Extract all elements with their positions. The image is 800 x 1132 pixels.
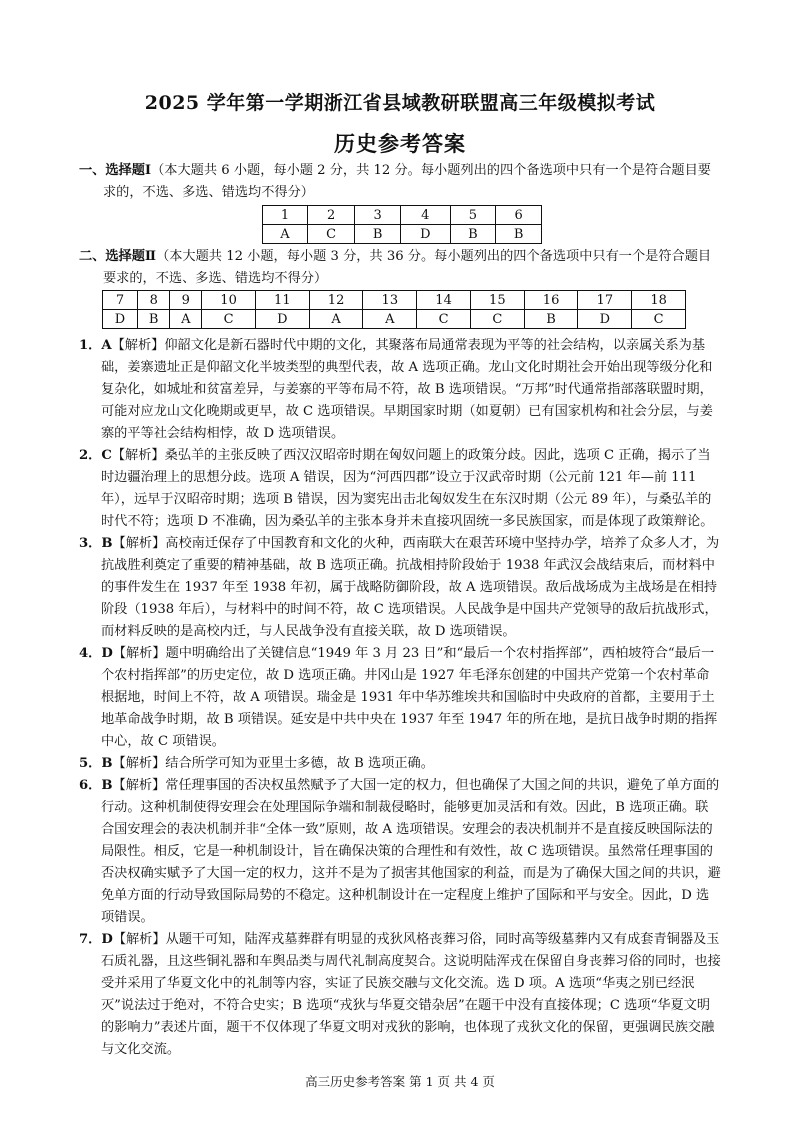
answer-cell: A bbox=[263, 225, 308, 244]
explanation-item bbox=[79, 753, 721, 775]
question-number-cell: 1 bbox=[263, 206, 308, 225]
answer-cell: B bbox=[450, 225, 496, 244]
answer-cell: C bbox=[202, 310, 256, 329]
answer-cell: B bbox=[355, 225, 401, 244]
section-2-label: 二、选择题Ⅱ bbox=[79, 249, 157, 264]
question-number-cell: 7 bbox=[103, 291, 138, 310]
page-footer: 高三历史参考答案 第 1 页 共 4 页 bbox=[305, 1074, 495, 1089]
table-row-answers bbox=[263, 225, 542, 244]
explanation-list bbox=[79, 335, 721, 1061]
explanation-answer: B bbox=[101, 778, 113, 793]
answer-cell: C bbox=[307, 225, 354, 244]
answer-cell: D bbox=[401, 225, 450, 244]
explanation-text: 桑弘羊的主张反映了西汉汉昭帝时期在匈奴问题上的政策分歧。因此，选项 C 正确，揭示了当时边疆治理上的思想分歧。选项 A 错误，因为“河西四郡”设立于汉武帝时期（公元前 121 年—前 111 年），远早于汉昭帝时期；选项 B 错误，因为窦宪出击北匈奴发生在东汉时期（公元 89 年），与桑弘羊的时代不符；选项 D 不准确，因为桑弘羊的主张本身并未直接巩固统一多民族国家，而是体现了政策辩论。 bbox=[101, 448, 714, 529]
table-row-answers bbox=[103, 310, 686, 329]
explanation-number: 7． bbox=[79, 932, 102, 947]
question-number-cell: 8 bbox=[138, 291, 170, 310]
answer-cell: D bbox=[255, 310, 309, 329]
section-1-header bbox=[79, 160, 719, 204]
answer-cell: B bbox=[524, 310, 578, 329]
answer-cell: B bbox=[496, 225, 542, 244]
question-number-cell: 4 bbox=[401, 206, 450, 225]
explanation-answer: B bbox=[101, 536, 113, 551]
explanation-number: 5． bbox=[79, 756, 102, 771]
explanation-answer: C bbox=[101, 448, 112, 463]
question-number-cell: 17 bbox=[578, 291, 632, 310]
explanation-tag: 【解析】 bbox=[112, 778, 166, 793]
explanation-number: 6． bbox=[79, 778, 102, 793]
explanation-tag: 【解析】 bbox=[112, 932, 166, 947]
explanation-item bbox=[79, 775, 721, 929]
explanation-item bbox=[79, 929, 721, 1061]
explanation-text: 题中明确给出了关键信息“1949 年 3 月 23 日”和“最后一个农村指挥部”，西柏坡符合“最后一个农村指挥部”的历史定位，故 D 选项正确。井冈山是 1927 年毛泽东创建的中国共产党第一个农村革命根据地，时间上不符，故 A 项错误。瑞金是 1931 年中华苏维埃共和国临时中央政府的首都，主要用于土地革命战争时期，故 B 项错误。延安是中共中央在 1937 年至 1947 年的所在地，是抗日战争时期的指挥中心，故 C 项错误。 bbox=[101, 646, 718, 749]
question-number-cell: 3 bbox=[355, 206, 401, 225]
question-number-cell: 5 bbox=[450, 206, 496, 225]
question-number-cell: 11 bbox=[255, 291, 309, 310]
section-1-description: （本大题共 6 小题，每小题 2 分，共 12 分。每小题列出的四个备选项中只有一个是符合题目要求的，不选、多选、错选均不得分） bbox=[103, 163, 711, 200]
explanation-tag: 【解析】 bbox=[112, 646, 166, 661]
exam-title: 2025 学年第一学期浙江省县域教研联盟高三年级模拟考试 bbox=[144, 92, 656, 114]
explanation-text: 常任理事国的否决权虽然赋予了大国一定的权力，但也确保了大国之间的共识，避免了单方面的行动。这种机制使得安理会在处理国际争端和制裁侵略时，能够更加灵活和有效。因此，B 选项正确。联合国安理会的表决机制并非“全体一致”原则，故 A 选项错误。安理会的表决机制并不是直接反映国际法的局限性。相反，它是一种机制设计，旨在确保决策的合理性和有效性，故 C 选项错误。虽然常任理事国的否决权确实赋予了大国一定的权力，这并不是为了损害其他国家的利益，而是为了确保大国之间的共识，避免单方面的行动导致国际局势的不稳定。这种机制设计在一定程度上维护了国际和平与安全。因此，D 选项错误。 bbox=[101, 778, 721, 925]
question-number-cell: 9 bbox=[170, 291, 202, 310]
explanation-answer: A bbox=[101, 338, 112, 353]
section-2-header bbox=[79, 246, 719, 290]
document-subtitle: 历史参考答案 bbox=[334, 131, 466, 156]
answer-cell: D bbox=[578, 310, 632, 329]
answer-cell: A bbox=[170, 310, 202, 329]
explanation-text: 高校南迁保存了中国教育和文化的火种，西南联大在艰苦环境中坚持办学，培养了众多人才，为抗战胜利奠定了重要的精神基础，故 B 选项正确。抗战相持阶段始于 1938 年武汉会战结束后，而材料中的事件发生在 1937 年至 1938 年初，属于战略防御阶段，故 A 选项错误。敌后战场成为主战场是在相持阶段（1938 年后），与材料中的时间不符，故 C 选项错误。人民战争是中国共产党领导的敌后抗战形式，而材料反映的是高校内迁，与人民战争没有直接关联，故 D 选项错误。 bbox=[101, 536, 720, 639]
question-number-cell: 16 bbox=[524, 291, 578, 310]
explanation-number: 3． bbox=[79, 536, 102, 551]
answer-cell: C bbox=[417, 310, 471, 329]
explanation-tag: 【解析】 bbox=[112, 756, 166, 771]
explanation-number: 2． bbox=[79, 448, 102, 463]
question-number-cell: 12 bbox=[309, 291, 363, 310]
answer-cell: D bbox=[103, 310, 138, 329]
section-1-answer-table bbox=[262, 205, 542, 244]
answer-cell: C bbox=[632, 310, 686, 329]
explanation-answer: B bbox=[101, 756, 113, 771]
table-row-numbers bbox=[103, 291, 686, 310]
question-number-cell: 18 bbox=[632, 291, 686, 310]
question-number-cell: 13 bbox=[363, 291, 417, 310]
answer-cell: B bbox=[138, 310, 170, 329]
explanation-item bbox=[79, 533, 721, 643]
answer-cell: A bbox=[309, 310, 363, 329]
table-row-numbers bbox=[263, 206, 542, 225]
explanation-tag: 【解析】 bbox=[111, 448, 165, 463]
explanation-text: 仰韶文化是新石器时代中期的文化，其聚落布局通常表现为平等的社会结构，以亲属关系为基础，姜寨遗址正是仰韶文化半坡类型的典型代表，故 A 选项正确。龙山文化时期社会开始出现等级分化和复杂化，如城址和贫富差异，与姜寨的平等布局不符，故 B 选项错误。“万邦”时代通常指部落联盟时期，可能对应龙山文化晚期或更早，故 C 选项错误。早期国家时期（如夏朝）已有国家机构和社会分层，与姜寨的平等社会结构相悖，故 D 选项错误。 bbox=[101, 338, 713, 441]
answer-cell: C bbox=[470, 310, 524, 329]
explanation-number: 1． bbox=[79, 338, 102, 353]
question-number-cell: 15 bbox=[470, 291, 524, 310]
explanation-text: 从题干可知，陆浑戎墓葬群有明显的戎狄风格丧葬习俗，同时高等级墓葬内又有成套青铜器及玉石质礼器，且这些铜礼器和车舆品类与周代礼制高度契合。这说明陆浑戎在保留自身丧葬习俗的同时，也接受并采用了华夏文化中的礼制等内容，实证了民族交融与文化交流。选 D 项。A 选项“华夷之别已经泯灭”说法过于绝对，不符合史实；B 选项“戎狄与华夏交错杂居”在题干中没有直接体现；C 选项“华夏文明的影响力”表述片面，题干不仅体现了华夏文明对戎狄的影响，也体现了戎狄文化的保留，更强调民族交融与文化交流。 bbox=[101, 932, 721, 1057]
explanation-text: 结合所学可知为亚里士多德，故 B 选项正确。 bbox=[165, 756, 434, 771]
answer-cell: A bbox=[363, 310, 417, 329]
explanation-item bbox=[79, 445, 721, 533]
explanation-tag: 【解析】 bbox=[111, 338, 165, 353]
explanation-item bbox=[79, 643, 721, 753]
explanation-tag: 【解析】 bbox=[112, 536, 166, 551]
explanation-answer: D bbox=[101, 932, 113, 947]
question-number-cell: 14 bbox=[417, 291, 471, 310]
section-1-label: 一、选择题Ⅰ bbox=[79, 163, 152, 178]
section-2-description: （本大题共 12 小题，每小题 3 分，共 36 分。每小题列出的四个备选项中只有一个是符合题目要求的，不选、多选、错选均不得分） bbox=[103, 249, 712, 286]
section-2-answer-table bbox=[102, 290, 686, 329]
explanation-item bbox=[79, 335, 721, 445]
question-number-cell: 2 bbox=[307, 206, 354, 225]
question-number-cell: 10 bbox=[202, 291, 256, 310]
question-number-cell: 6 bbox=[496, 206, 542, 225]
explanation-answer: D bbox=[101, 646, 113, 661]
explanation-number: 4． bbox=[79, 646, 102, 661]
